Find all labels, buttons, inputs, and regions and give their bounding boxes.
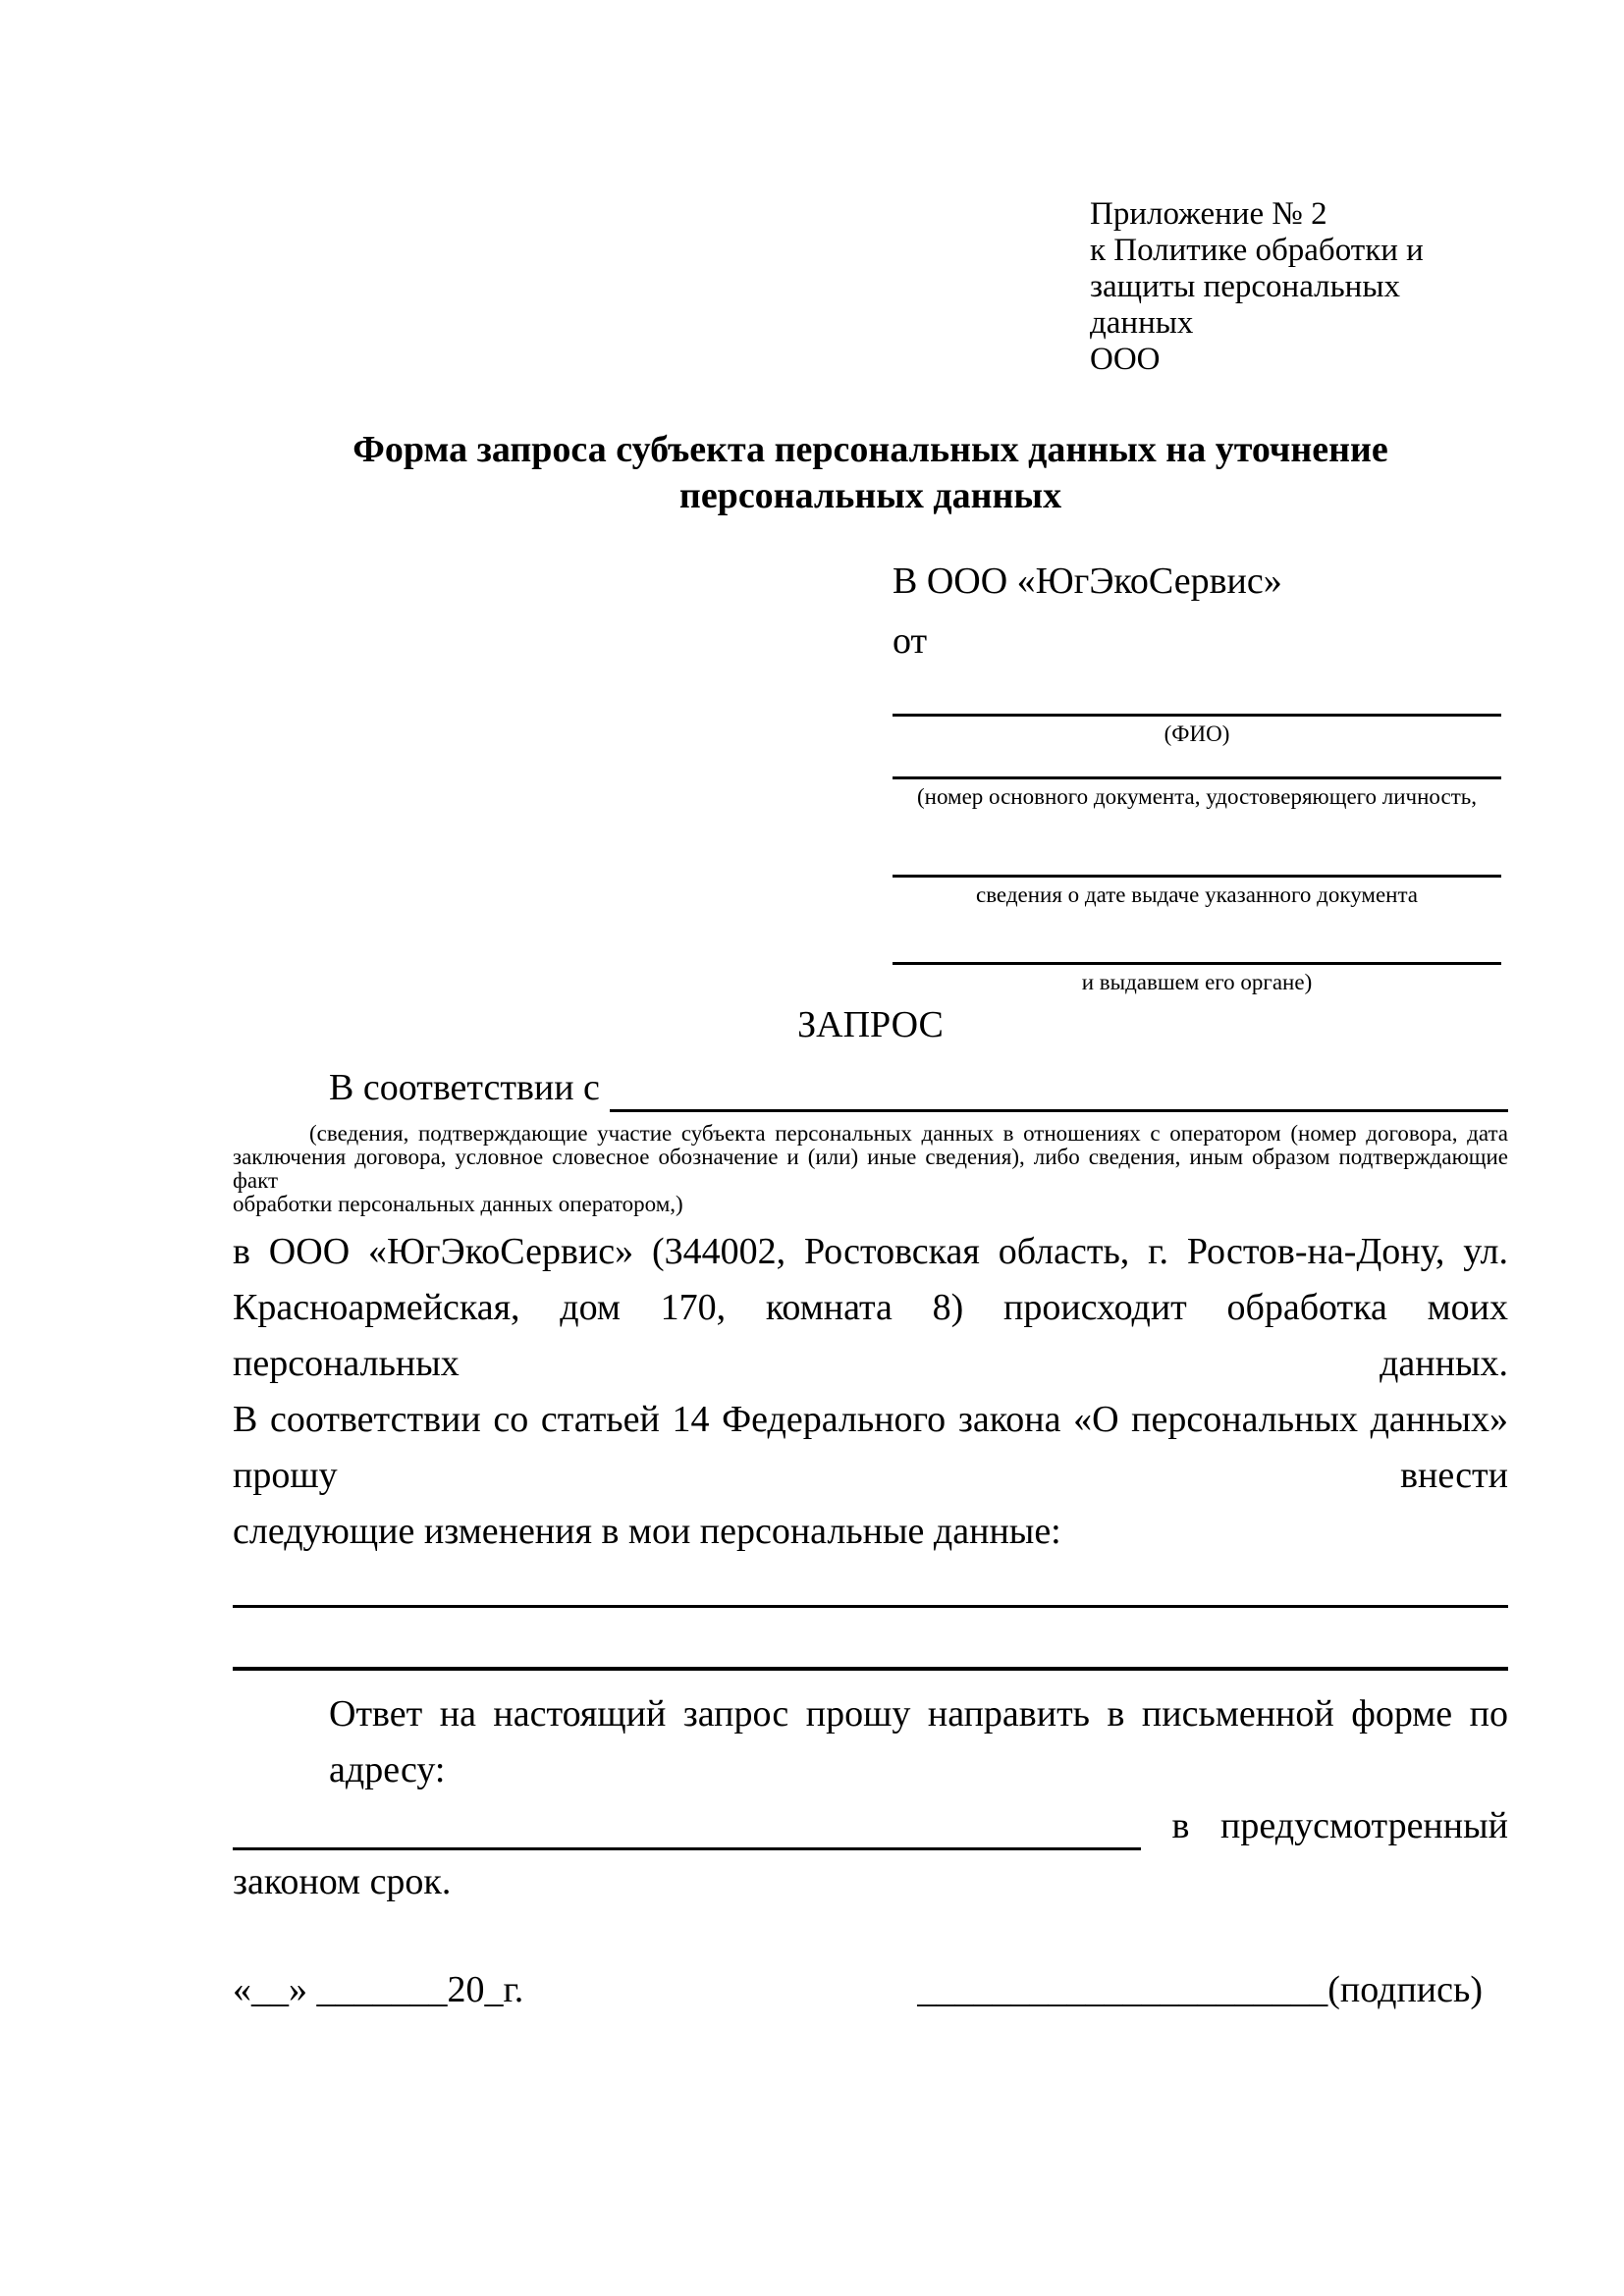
basis-note <box>233 1122 1508 1216</box>
addressee-org: В ООО «ЮгЭкоСервис» <box>893 561 1282 602</box>
basis-blank-line <box>610 1060 1508 1112</box>
basis-note-line: обработки персональных данных оператором,) <box>233 1192 683 1216</box>
issue-date-caption: сведения о дате выдаче указанного документа <box>975 882 1419 907</box>
answer-paragraph-line2 <box>233 1798 1508 1854</box>
basis-lead-text: В соответствии с <box>329 1067 600 1108</box>
fio-blank-line <box>893 714 1501 717</box>
basis-row <box>233 1060 1508 1116</box>
document-number-caption: (номер основного документа, удостоверяющего личность, <box>916 784 1477 809</box>
basis-note-line: (сведения, подтверждающие участие субъекта персональных данных в отношениях с оператором (номер договора, дата <box>309 1121 1508 1146</box>
date-signature-row <box>233 1967 1508 2013</box>
annex-line: к Политике обработки и <box>1090 233 1424 268</box>
document-title: Форма запроса субъекта персональных данных на уточнение персональных данных <box>352 429 1388 516</box>
main-paragraph <box>233 1224 1508 1560</box>
issuing-authority-caption: и выдавшем его органе) <box>1081 970 1313 994</box>
signature-area <box>917 1967 1483 2013</box>
main-paragraph-line: Красноармейская, дом 170, комната 8) происходит обработка моих персональных данных. <box>233 1287 1508 1384</box>
basis-note-line: заключения договора, условное словесное обозначение и (или) иные сведения), либо сведения, иным образом подтверждающие факт <box>233 1145 1508 1193</box>
main-paragraph-line: В соответствии со статьей 14 Федерального закона «О персональных данных» прошу внести <box>233 1399 1508 1496</box>
main-paragraph-line: следующие изменения в мои персональные данные: <box>233 1511 1061 1552</box>
annex-line: ООО <box>1090 342 1161 377</box>
annex-block <box>1090 196 1508 378</box>
changes-blank-line-2 <box>233 1667 1508 1671</box>
signature-caption: (подпись) <box>1327 1969 1483 2010</box>
addressee-from-label: от <box>893 620 928 662</box>
main-paragraph-line: в ООО «ЮгЭкоСервис» (344002, Ростовская область, г. Ростов-на-Дону, ул. <box>233 1231 1508 1272</box>
answer-paragraph-line1: Ответ на настоящий запрос прошу направить в письменной форме по адресу: <box>329 1693 1508 1790</box>
document-number-blank-line <box>893 776 1501 779</box>
issue-date-blank-line <box>893 875 1501 878</box>
date-blank: «__» _______20_г. <box>233 1969 524 2010</box>
signature-blank-line: ______________________ <box>917 1969 1328 2010</box>
annex-line: Приложение № 2 <box>1090 196 1327 232</box>
answer-word: предусмотренный <box>1220 1805 1508 1846</box>
addressee-block <box>893 559 1501 995</box>
answer-paragraph-line3: законом срок. <box>233 1861 452 1902</box>
answer-word: в <box>1171 1805 1190 1846</box>
changes-blank-line-1 <box>233 1605 1508 1608</box>
fio-caption: (ФИО) <box>1164 721 1230 746</box>
annex-line: защиты персональных данных <box>1090 269 1400 341</box>
request-heading: ЗАПРОС <box>797 1004 944 1045</box>
issuing-authority-blank-line <box>893 962 1501 965</box>
address-blank-line <box>233 1798 1141 1850</box>
